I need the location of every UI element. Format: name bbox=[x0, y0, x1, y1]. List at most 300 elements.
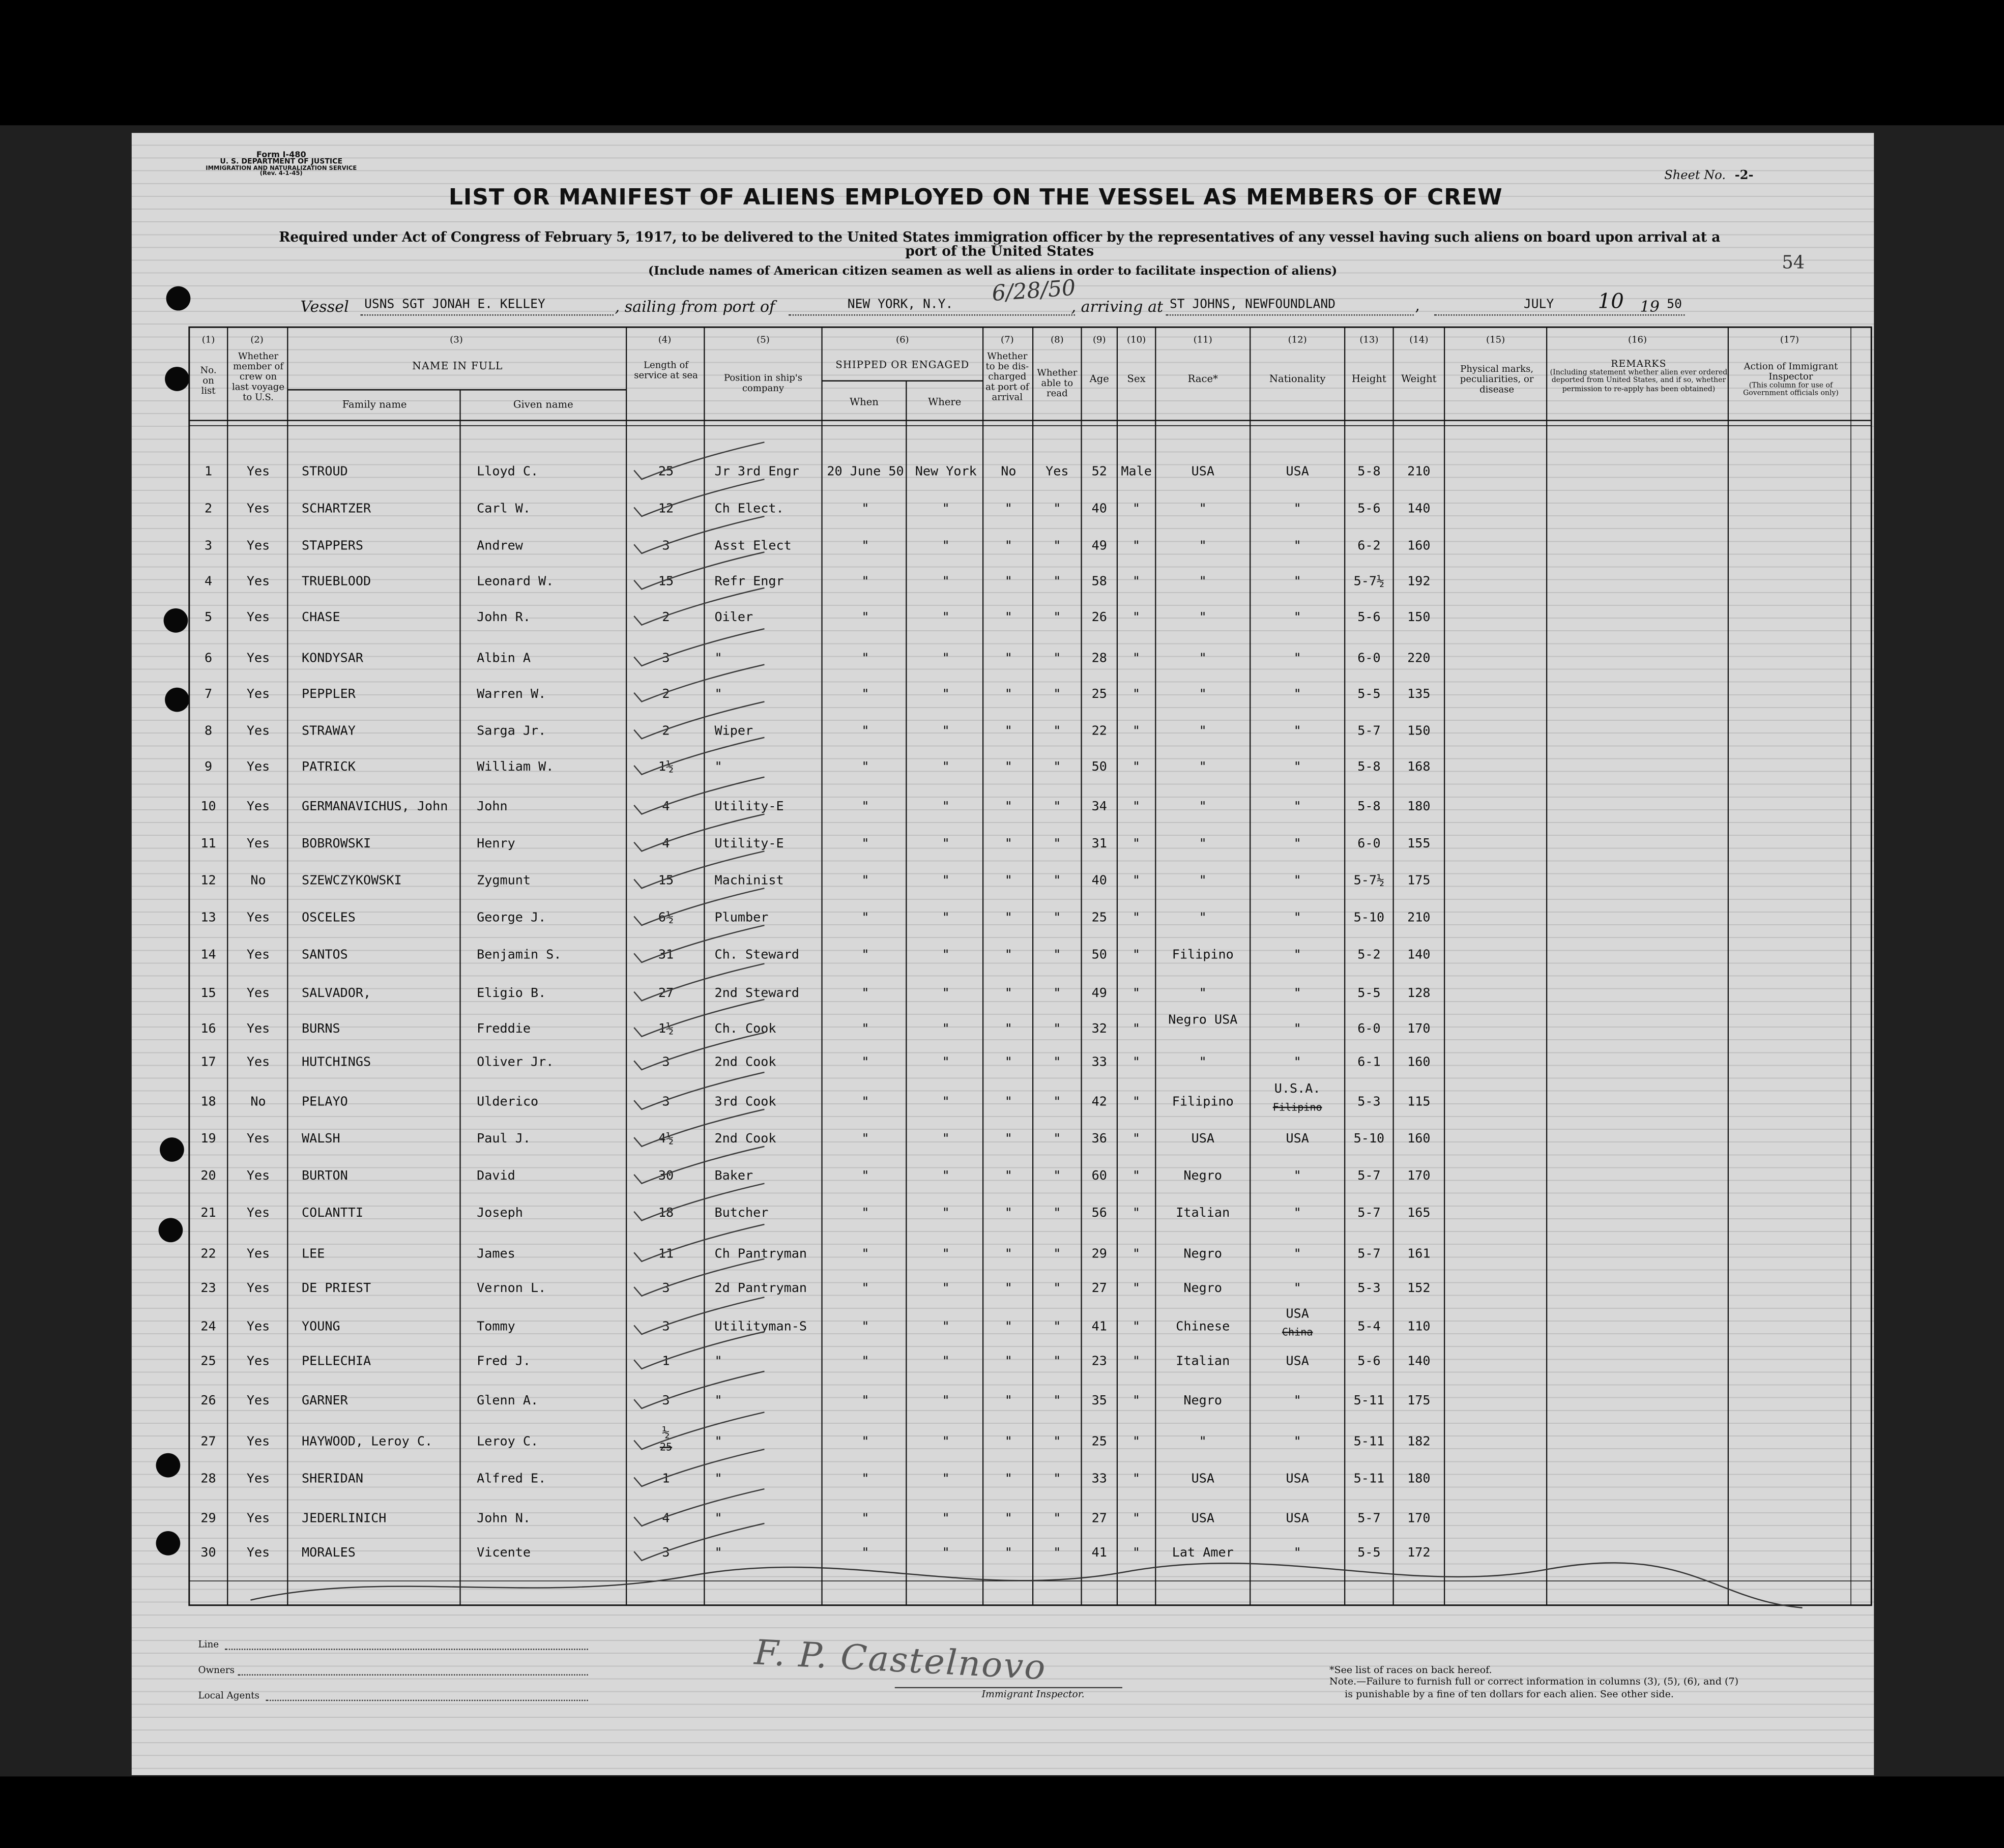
cell-member: Yes bbox=[246, 1022, 270, 1037]
header-sex: Sex bbox=[1127, 373, 1146, 385]
cell-where: " bbox=[942, 1095, 950, 1109]
cell-weight: 180 bbox=[1407, 800, 1431, 814]
cell-no: 8 bbox=[204, 724, 213, 739]
cell-family: KONDYSAR bbox=[301, 652, 363, 666]
cell-discharged: " bbox=[1004, 1095, 1012, 1109]
check-mark-icon bbox=[631, 1227, 772, 1265]
cell-sex: " bbox=[1132, 1169, 1141, 1184]
cell-height: 5-8 bbox=[1357, 800, 1381, 814]
cell-age: 58 bbox=[1091, 575, 1107, 590]
cell-age: 25 bbox=[1091, 687, 1107, 702]
cell-sex: " bbox=[1132, 1095, 1141, 1109]
sheet-number: -2- bbox=[1734, 168, 1754, 183]
cell-family: SANTOS bbox=[301, 948, 348, 962]
cell-sex: " bbox=[1132, 502, 1141, 517]
cell-no: 13 bbox=[200, 911, 216, 926]
cell-position: 2d Pantryman bbox=[714, 1282, 807, 1296]
cell-position: " bbox=[714, 760, 722, 775]
page-number: 54 bbox=[1782, 253, 1805, 274]
cell-where: " bbox=[942, 1394, 950, 1409]
cell-read: " bbox=[1053, 1132, 1061, 1147]
cell-read: " bbox=[1053, 1206, 1061, 1221]
cell-discharged: " bbox=[1004, 760, 1012, 775]
cell-race: " bbox=[1199, 575, 1207, 590]
remarks-title: REMARKS bbox=[1611, 358, 1667, 370]
cell-family: HAYWOOD, Leroy C. bbox=[301, 1435, 433, 1450]
cell-race: " bbox=[1199, 800, 1207, 814]
cell-member: Yes bbox=[246, 539, 270, 553]
vessel-label: Vessel bbox=[300, 298, 349, 316]
cell-member: Yes bbox=[246, 986, 270, 1001]
cell-sex: " bbox=[1132, 652, 1141, 666]
cell-read: " bbox=[1053, 1512, 1061, 1526]
cell-family: GARNER bbox=[301, 1394, 348, 1409]
cell-service: 18 bbox=[658, 1206, 674, 1221]
cell-height: 5-5 bbox=[1357, 1546, 1381, 1561]
cell-height: 5-3 bbox=[1357, 1095, 1381, 1109]
cell-member: Yes bbox=[246, 1512, 270, 1526]
cell-family: GERMANAVICHUS, John bbox=[301, 800, 448, 814]
cell-sex: Male bbox=[1121, 465, 1152, 480]
check-mark-icon bbox=[631, 1526, 772, 1564]
cell-sex: " bbox=[1132, 1512, 1141, 1526]
column-number: (5) bbox=[757, 333, 770, 345]
port-to-underline bbox=[1166, 314, 1413, 316]
cell-position: " bbox=[714, 1394, 722, 1409]
cell-age: 27 bbox=[1091, 1512, 1107, 1526]
agents-label: Local Agents bbox=[198, 1689, 259, 1702]
cell-nationality: " bbox=[1293, 724, 1301, 739]
cell-race: USA bbox=[1191, 465, 1214, 480]
cell-member: Yes bbox=[246, 1055, 270, 1070]
cell-member: Yes bbox=[246, 465, 270, 480]
cell-weight: 152 bbox=[1407, 1282, 1431, 1296]
cell-given: Eligio B. bbox=[477, 986, 546, 1001]
cell-where: " bbox=[942, 1169, 950, 1184]
check-mark-icon bbox=[631, 554, 772, 593]
cell-when: " bbox=[861, 1247, 869, 1262]
cell-nationality: " bbox=[1293, 1169, 1301, 1184]
cell-member: Yes bbox=[246, 1132, 270, 1147]
header-length-service: Length of service at sea bbox=[634, 359, 698, 381]
cell-read: " bbox=[1053, 502, 1061, 517]
cell-when: " bbox=[861, 1132, 869, 1147]
cell-discharged: " bbox=[1004, 1282, 1012, 1296]
cell-member: Yes bbox=[246, 1435, 270, 1450]
cell-nationality: U.S.A. bbox=[1274, 1082, 1321, 1097]
vessel-underline bbox=[361, 314, 614, 316]
cell-service: 3 bbox=[662, 539, 670, 553]
cell-weight: 140 bbox=[1407, 1355, 1431, 1369]
check-mark-icon bbox=[631, 1112, 772, 1150]
cell-family: BOBROWSKI bbox=[301, 837, 371, 852]
cell-discharged: " bbox=[1004, 1546, 1012, 1561]
cell-no: 30 bbox=[200, 1546, 216, 1561]
cell-family: STROUD bbox=[301, 465, 348, 480]
column-number: (11) bbox=[1193, 333, 1212, 345]
cell-no: 3 bbox=[204, 539, 213, 553]
cell-service: 4 bbox=[662, 837, 670, 852]
cell-when: " bbox=[861, 1022, 869, 1037]
cell-family: BURNS bbox=[301, 1022, 340, 1037]
cell-height: 5-3 bbox=[1357, 1282, 1381, 1296]
cell-race: USA bbox=[1191, 1512, 1214, 1526]
cell-discharged: " bbox=[1004, 1247, 1012, 1262]
cell-read: " bbox=[1053, 837, 1061, 852]
check-mark-icon bbox=[631, 1415, 772, 1453]
cell-read: " bbox=[1053, 1022, 1061, 1037]
cell-position: " bbox=[714, 652, 722, 666]
cell-nationality: " bbox=[1293, 911, 1301, 926]
cell-given: Warren W. bbox=[477, 687, 546, 702]
cell-discharged: " bbox=[1004, 652, 1012, 666]
race-note: *See list of races on back hereof. bbox=[1329, 1664, 1492, 1676]
cell-where: " bbox=[942, 1355, 950, 1369]
cell-discharged: " bbox=[1004, 502, 1012, 517]
cell-age: 22 bbox=[1091, 724, 1107, 739]
cell-race: " bbox=[1199, 911, 1207, 926]
cell-when: " bbox=[861, 1435, 869, 1450]
action-title: Action of Immigrant Inspector bbox=[1744, 360, 1838, 383]
cell-given: Oliver Jr. bbox=[477, 1055, 554, 1070]
cell-sex: " bbox=[1132, 1355, 1141, 1369]
cell-height: 5-7 bbox=[1357, 1247, 1381, 1262]
cell-read: " bbox=[1053, 948, 1061, 962]
header-race: Race* bbox=[1187, 373, 1218, 385]
cell-where: " bbox=[942, 1472, 950, 1487]
cell-when: 20 June 50 bbox=[827, 465, 904, 480]
cell-service: 3 bbox=[662, 1320, 670, 1335]
cell-when: " bbox=[861, 724, 869, 739]
cell-when: " bbox=[861, 687, 869, 702]
punch-hole-icon bbox=[160, 1137, 184, 1162]
cell-race: " bbox=[1199, 502, 1207, 517]
struck-service: 25 bbox=[659, 1442, 673, 1453]
cell-member: Yes bbox=[246, 837, 270, 852]
cell-no: 12 bbox=[200, 874, 216, 889]
cell-member: No bbox=[250, 874, 266, 889]
cell-nationality: " bbox=[1293, 837, 1301, 852]
header-age: Age bbox=[1089, 373, 1109, 385]
cell-where: " bbox=[942, 539, 950, 553]
cell-read: " bbox=[1053, 1546, 1061, 1561]
cell-where: " bbox=[942, 837, 950, 852]
cell-position: Machinist bbox=[714, 874, 784, 889]
header-member-last-voyage: Whether member of crew on last voyage to U.S. bbox=[231, 350, 285, 403]
cell-position: Plumber bbox=[714, 911, 769, 926]
cell-when: " bbox=[861, 1206, 869, 1221]
cell-sex: " bbox=[1132, 575, 1141, 590]
date-comma: , bbox=[1415, 296, 1420, 315]
cell-discharged: " bbox=[1004, 575, 1012, 590]
cell-weight: 161 bbox=[1407, 1247, 1431, 1262]
cell-age: 50 bbox=[1091, 760, 1107, 775]
check-mark-icon bbox=[631, 928, 772, 966]
cell-no: 19 bbox=[200, 1132, 216, 1147]
cell-weight: 128 bbox=[1407, 986, 1431, 1001]
cell-nationality: USA bbox=[1286, 1307, 1309, 1322]
cell-age: 31 bbox=[1091, 837, 1107, 852]
cell-weight: 175 bbox=[1407, 1394, 1431, 1409]
cell-race: " bbox=[1199, 652, 1207, 666]
cell-service: 3 bbox=[662, 1546, 670, 1561]
cell-discharged: " bbox=[1004, 1320, 1012, 1335]
cell-service: 11 bbox=[658, 1247, 674, 1262]
cell-discharged: " bbox=[1004, 1394, 1012, 1409]
cell-family: PATRICK bbox=[301, 760, 356, 775]
cell-sex: " bbox=[1132, 800, 1141, 814]
cell-where: " bbox=[942, 1055, 950, 1070]
cell-race: USA bbox=[1191, 1472, 1214, 1487]
cell-service: 2 bbox=[662, 610, 670, 625]
cell-race: " bbox=[1199, 610, 1207, 625]
cell-where: " bbox=[942, 610, 950, 625]
punch-hole-icon bbox=[165, 367, 189, 391]
cell-weight: 150 bbox=[1407, 724, 1431, 739]
column-number: (7) bbox=[1001, 333, 1014, 345]
cell-read: " bbox=[1053, 610, 1061, 625]
punch-hole-icon bbox=[156, 1531, 181, 1556]
cell-family: PEPPLER bbox=[301, 687, 356, 702]
cell-given: James bbox=[477, 1247, 515, 1262]
cell-discharged: " bbox=[1004, 986, 1012, 1001]
cell-member: Yes bbox=[246, 652, 270, 666]
cell-member: Yes bbox=[246, 1282, 270, 1296]
header-physical-marks: Physical marks, peculiarities, or disease bbox=[1460, 363, 1534, 395]
cell-when: " bbox=[861, 539, 869, 553]
cell-given: Benjamin S. bbox=[477, 948, 562, 962]
cell-race: Negro bbox=[1183, 1247, 1223, 1262]
cell-family: PELAYO bbox=[301, 1095, 348, 1109]
cell-discharged: " bbox=[1004, 610, 1012, 625]
check-mark-icon bbox=[631, 591, 772, 629]
cell-age: 50 bbox=[1091, 948, 1107, 962]
cell-given: John R. bbox=[477, 610, 531, 625]
cell-sex: " bbox=[1132, 1472, 1141, 1487]
port-to: ST JOHNS, NEWFOUNDLAND bbox=[1169, 298, 1335, 312]
cell-nationality: " bbox=[1293, 502, 1301, 517]
cell-age: 34 bbox=[1091, 800, 1107, 814]
cell-position: Utilityman-S bbox=[714, 1320, 807, 1335]
cell-no: 26 bbox=[200, 1394, 216, 1409]
form-number: Form I-480 bbox=[256, 149, 306, 160]
cell-position: Utility-E bbox=[714, 800, 784, 814]
cell-given: George J. bbox=[477, 911, 546, 926]
cell-sex: " bbox=[1132, 539, 1141, 553]
cell-weight: 110 bbox=[1407, 1320, 1431, 1335]
cell-given: Glenn A. bbox=[477, 1394, 539, 1409]
cell-sex: " bbox=[1132, 1546, 1141, 1561]
arrival-year: 50 bbox=[1667, 298, 1682, 312]
cell-sex: " bbox=[1132, 837, 1141, 852]
cell-read: " bbox=[1053, 1095, 1061, 1109]
cell-read: " bbox=[1053, 1355, 1061, 1369]
check-mark-icon bbox=[631, 1186, 772, 1224]
cell-read: Yes bbox=[1045, 465, 1069, 480]
arrival-day: 10 bbox=[1598, 288, 1624, 313]
cell-position: Refr Engr bbox=[714, 575, 784, 590]
cell-height: 5-7 bbox=[1357, 1512, 1381, 1526]
agents-underline bbox=[266, 1700, 588, 1702]
cell-sex: " bbox=[1132, 1320, 1141, 1335]
cell-where: " bbox=[942, 1206, 950, 1221]
cell-service: 2 bbox=[662, 724, 670, 739]
cell-position: Asst Elect bbox=[714, 539, 792, 553]
cell-nationality: USA bbox=[1286, 1512, 1309, 1526]
cell-height: 5-4 bbox=[1357, 1320, 1381, 1335]
cell-sex: " bbox=[1132, 874, 1141, 889]
cell-service: 4 bbox=[662, 1512, 670, 1526]
cell-member: Yes bbox=[246, 724, 270, 739]
header-remarks bbox=[1549, 359, 1728, 393]
cell-position: " bbox=[714, 1512, 722, 1526]
subtitle-line-1: Required under Act of Congress of February 5, 1917, to be delivered to the United States immigration officer by the representatives of any vessel having such aliens on board upon arrival at a bbox=[279, 230, 1721, 246]
cell-given: Leonard W. bbox=[477, 575, 554, 590]
cell-service: 3 bbox=[662, 1055, 670, 1070]
cell-member: Yes bbox=[246, 1546, 270, 1561]
cell-race: Italian bbox=[1176, 1206, 1230, 1221]
cell-service: 6½ bbox=[658, 911, 674, 926]
cell-where: " bbox=[942, 874, 950, 889]
cell-read: " bbox=[1053, 1055, 1061, 1070]
column-number: (3) bbox=[450, 333, 463, 345]
cell-race: Italian bbox=[1176, 1355, 1230, 1369]
port-from: NEW YORK, N.Y. bbox=[847, 298, 953, 312]
arrival-month: JULY bbox=[1523, 298, 1554, 312]
cell-when: " bbox=[861, 911, 869, 926]
cell-no: 7 bbox=[204, 687, 213, 702]
subtitle bbox=[224, 231, 1776, 260]
cell-nationality: USA bbox=[1286, 465, 1309, 480]
cell-where: " bbox=[942, 1320, 950, 1335]
check-mark-icon bbox=[631, 482, 772, 520]
check-mark-icon bbox=[631, 1374, 772, 1412]
cell-where: " bbox=[942, 502, 950, 517]
cell-age: 32 bbox=[1091, 1022, 1107, 1037]
cell-where: " bbox=[942, 948, 950, 962]
cell-given: Leroy C. bbox=[477, 1435, 539, 1450]
footnotes bbox=[1329, 1664, 1738, 1700]
cell-sex: " bbox=[1132, 1282, 1141, 1296]
cell-service: 1½ bbox=[658, 1022, 674, 1037]
check-mark-icon bbox=[631, 667, 772, 706]
cell-nationality: " bbox=[1293, 874, 1301, 889]
column-number: (13) bbox=[1359, 333, 1379, 345]
header-discharged: Whether to be dis-charged at port of arrival bbox=[985, 350, 1029, 403]
inspector-signature: F. P. Castelnovo bbox=[753, 1633, 1048, 1688]
struck-nationality: China bbox=[1282, 1326, 1313, 1338]
check-mark-icon bbox=[631, 1002, 772, 1040]
cell-sex: " bbox=[1132, 760, 1141, 775]
cell-family: OSCELES bbox=[301, 911, 356, 926]
cell-when: " bbox=[861, 502, 869, 517]
cell-member: Yes bbox=[246, 575, 270, 590]
cell-height: 5-5 bbox=[1357, 986, 1381, 1001]
cell-discharged: " bbox=[1004, 1206, 1012, 1221]
cell-member: Yes bbox=[246, 1206, 270, 1221]
cell-service: 25 bbox=[658, 465, 674, 480]
cell-age: 41 bbox=[1091, 1320, 1107, 1335]
cell-no: 20 bbox=[200, 1169, 216, 1184]
cell-given: John bbox=[477, 800, 508, 814]
cell-discharged: " bbox=[1004, 724, 1012, 739]
cell-given: Paul J. bbox=[477, 1132, 531, 1147]
cell-no: 14 bbox=[200, 948, 216, 962]
cell-where: " bbox=[942, 575, 950, 590]
cell-when: " bbox=[861, 1512, 869, 1526]
cell-position: Utility-E bbox=[714, 837, 784, 852]
cell-weight: 210 bbox=[1407, 465, 1431, 480]
cell-given: John N. bbox=[477, 1512, 531, 1526]
cell-discharged: " bbox=[1004, 948, 1012, 962]
header-no-on-list: No. on list bbox=[200, 364, 217, 397]
cell-when: " bbox=[861, 652, 869, 666]
cell-race: " bbox=[1199, 986, 1207, 1001]
cell-race: Negro bbox=[1183, 1282, 1223, 1296]
cell-age: 25 bbox=[1091, 1435, 1107, 1450]
cell-nationality: " bbox=[1293, 1394, 1301, 1409]
cell-given: William W. bbox=[477, 760, 554, 775]
page-title: LIST OR MANIFEST OF ALIENS EMPLOYED ON THE VESSEL AS MEMBERS OF CREW bbox=[448, 185, 1503, 211]
cell-service: 1 bbox=[662, 1355, 670, 1369]
cell-sex: " bbox=[1132, 1394, 1141, 1409]
port-from-underline bbox=[789, 314, 1075, 316]
cell-weight: 140 bbox=[1407, 502, 1431, 517]
cell-discharged: " bbox=[1004, 539, 1012, 553]
check-mark-icon bbox=[631, 966, 772, 1004]
header-family-name: Family name bbox=[342, 398, 407, 410]
cell-race: " bbox=[1199, 760, 1207, 775]
cell-nationality: " bbox=[1293, 760, 1301, 775]
check-mark-icon bbox=[631, 1452, 772, 1490]
cell-position: " bbox=[714, 1472, 722, 1487]
cell-family: LEE bbox=[301, 1247, 325, 1262]
cell-no: 15 bbox=[200, 986, 216, 1001]
cell-member: Yes bbox=[246, 502, 270, 517]
cell-weight: 160 bbox=[1407, 1132, 1431, 1147]
cell-family: WALSH bbox=[301, 1132, 340, 1147]
cell-where: " bbox=[942, 1282, 950, 1296]
cell-service: 3 bbox=[662, 1394, 670, 1409]
cell-nationality: " bbox=[1293, 1206, 1301, 1221]
cell-nationality: " bbox=[1293, 1055, 1301, 1070]
cell-member: Yes bbox=[246, 911, 270, 926]
cell-position: Butcher bbox=[714, 1206, 769, 1221]
cell-nationality: " bbox=[1293, 1546, 1301, 1561]
cell-discharged: " bbox=[1004, 800, 1012, 814]
check-mark-icon bbox=[631, 891, 772, 929]
cell-where: " bbox=[942, 687, 950, 702]
arrival-century: 19 bbox=[1640, 298, 1660, 316]
cell-when: " bbox=[861, 1169, 869, 1184]
cell-given: David bbox=[477, 1169, 515, 1184]
cell-service: 3 bbox=[662, 1282, 670, 1296]
check-mark-icon bbox=[631, 780, 772, 818]
cell-position: " bbox=[714, 1355, 722, 1369]
remarks-detail: (Including statement whether alien ever ordered deported from United States, and if so, whether permission to re-apply has been obtained) bbox=[1550, 369, 1728, 393]
cell-race: " bbox=[1199, 837, 1207, 852]
cell-position: Wiper bbox=[714, 724, 753, 739]
cell-weight: 165 bbox=[1407, 1206, 1431, 1221]
action-detail: (This column for use of Government officials only) bbox=[1743, 382, 1839, 398]
cell-discharged: " bbox=[1004, 1132, 1012, 1147]
cell-weight: 160 bbox=[1407, 539, 1431, 553]
cell-where: " bbox=[942, 1435, 950, 1450]
cell-height: 5-7½ bbox=[1353, 575, 1385, 590]
cell-member: Yes bbox=[246, 610, 270, 625]
cell-nationality: " bbox=[1293, 539, 1301, 553]
cell-weight: 170 bbox=[1407, 1512, 1431, 1526]
